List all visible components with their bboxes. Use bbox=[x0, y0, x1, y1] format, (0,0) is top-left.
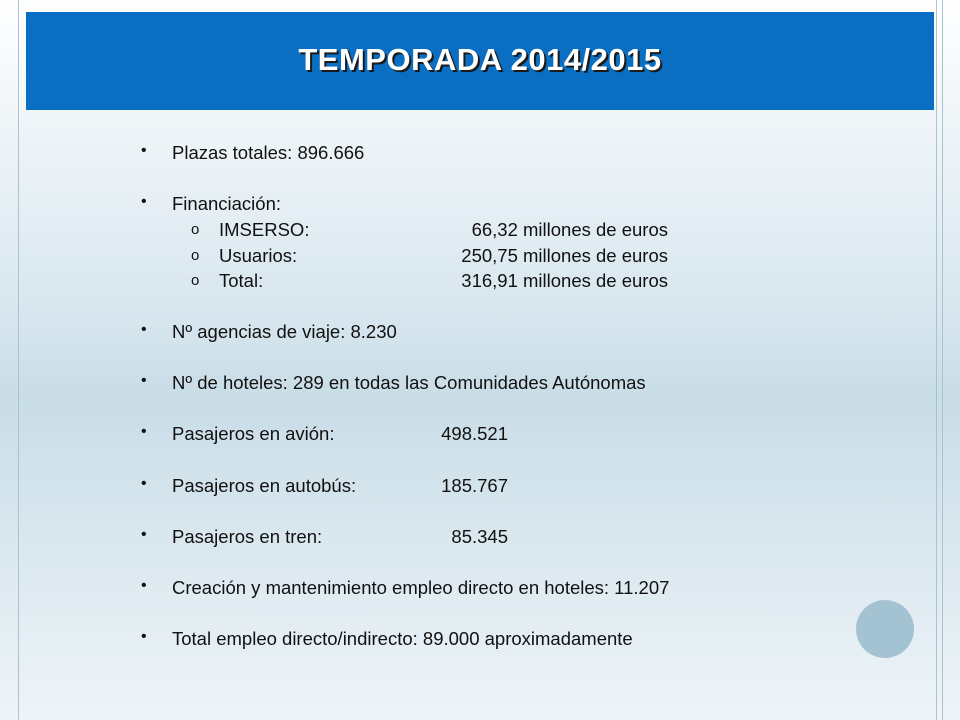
bullet: • bbox=[141, 372, 147, 389]
sub-bullet: o bbox=[191, 221, 200, 238]
bullet: • bbox=[141, 628, 147, 645]
autobus-value: 185.767 bbox=[441, 475, 508, 496]
tren-label: Pasajeros en tren: bbox=[172, 526, 323, 547]
total-label: Total: bbox=[219, 270, 264, 291]
avion-label: Pasajeros en avión: bbox=[172, 423, 335, 444]
page-title: TEMPORADA 2014/2015 bbox=[298, 42, 662, 77]
financiacion-text: Financiación: bbox=[172, 193, 282, 214]
agencias-text: Nº agencias de viaje: 8.230 bbox=[172, 321, 397, 342]
total-value: 316,91 millones de euros bbox=[461, 270, 668, 291]
empleo-hoteles-text: Creación y mantenimiento empleo directo en hoteles: 11.207 bbox=[172, 577, 670, 598]
imserso-value: 66,32 millones de euros bbox=[471, 219, 668, 240]
tren-value: 85.345 bbox=[451, 526, 508, 547]
bullet: • bbox=[141, 321, 147, 338]
sub-bullet: o bbox=[191, 272, 200, 289]
bullet: • bbox=[141, 475, 147, 492]
bullet: • bbox=[141, 526, 147, 543]
empleo-total-text: Total empleo directo/indirecto: 89.000 aproximadamente bbox=[172, 628, 633, 649]
imserso-label: IMSERSO: bbox=[219, 219, 310, 240]
usuarios-label: Usuarios: bbox=[219, 245, 298, 266]
decorative-circle bbox=[856, 600, 914, 658]
bullet: • bbox=[141, 142, 147, 159]
sub-bullet: o bbox=[191, 247, 200, 264]
hoteles-text: Nº de hoteles: 289 en todas las Comunidades Autónomas bbox=[172, 372, 646, 393]
plazas-text: Plazas totales: 896.666 bbox=[172, 142, 365, 163]
usuarios-value: 250,75 millones de euros bbox=[461, 245, 668, 266]
bullet: • bbox=[141, 577, 147, 594]
avion-value: 498.521 bbox=[441, 423, 508, 444]
autobus-label: Pasajeros en autobús: bbox=[172, 475, 357, 496]
bullet: • bbox=[141, 193, 147, 210]
bullet: • bbox=[141, 423, 147, 440]
